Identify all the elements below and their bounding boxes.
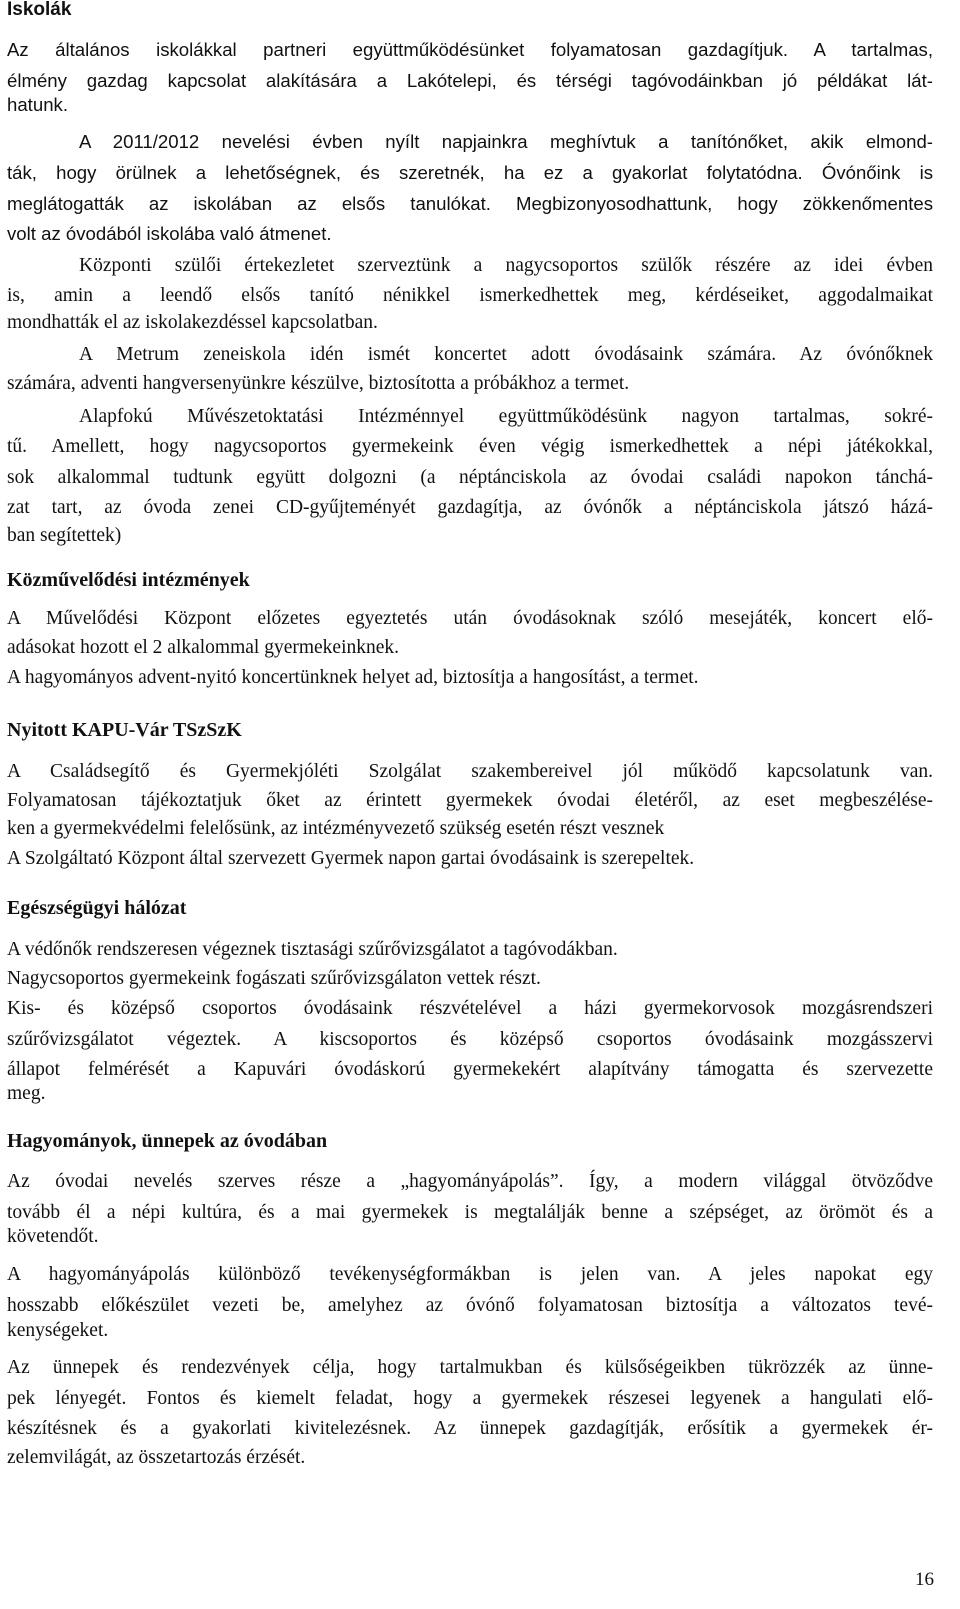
paragraph-line: állapot felmérését a Kapuvári óvodáskorú gyermekekért alapítvány támogatta és szervezette bbox=[7, 1059, 933, 1080]
paragraph-line: Alapfokú Művészetoktatási Intézménnyel együttműködésünk nagyon tartalmas, sokré- bbox=[79, 406, 933, 427]
page-number: 16 bbox=[915, 1569, 934, 1590]
paragraph-line: zelemvilágát, az összetartozás érzését. bbox=[7, 1447, 306, 1468]
heading-kapu: Nyitott KAPU-Vár TSzSzK bbox=[7, 719, 242, 741]
paragraph-line: Nagycsoportos gyermekeink fogászati szűrővizsgálaton vettek részt. bbox=[7, 968, 541, 989]
paragraph-line: Az általános iskolákkal partneri együttműködésünket folyamatosan gazdagítjuk. A tartalmas, bbox=[7, 39, 933, 60]
paragraph-line: élmény gazdag kapcsolat alakítására a Lakótelepi, és térségi tagóvodáinkban jó példákat lát- bbox=[7, 70, 933, 91]
paragraph-line: számára, adventi hangversenyünkre készülve, biztosította a próbákhoz a termet. bbox=[7, 373, 630, 394]
paragraph-line: követendőt. bbox=[7, 1226, 99, 1247]
heading-hagyomanyok: Hagyományok, ünnepek az óvodában bbox=[7, 1130, 328, 1152]
paragraph-line: adásokat hozott el 2 alkalommal gyermekeinknek. bbox=[7, 637, 400, 658]
paragraph-line: Kis- és középső csoportos óvodásaink részvételével a házi gyermekorvosok mozgásrendszeri bbox=[7, 998, 933, 1019]
paragraph-line: ták, hogy örülnek a lehetőségnek, és szeretnék, ha ez a gyakorlat folytatódna. Óvónőink is bbox=[7, 162, 933, 183]
paragraph-line: A 2011/2012 nevelési évben nyílt napjainkra meghívtuk a tanítónőket, akik elmond- bbox=[79, 131, 933, 152]
paragraph-line: tű. Amellett, hogy nagycsoportos gyermekeink éven végig ismerkedhettek a népi játékokkal, bbox=[7, 436, 933, 457]
paragraph-line: Központi szülői értekezletet szerveztünk a nagycsoportos szülők részére az idei évben bbox=[79, 255, 933, 276]
paragraph-line: ken a gyermekvédelmi felelősünk, az intézményvezető szükség esetén részt vesznek bbox=[7, 818, 665, 839]
paragraph-line: A hagyományápolás különböző tevékenységformákban is jelen van. A jeles napokat egy bbox=[7, 1264, 933, 1285]
heading-egeszseg: Egészségügyi hálózat bbox=[7, 897, 187, 919]
paragraph-line: A Családsegítő és Gyermekjóléti Szolgálat szakembereivel jól működő kapcsolatunk van. bbox=[7, 761, 933, 782]
paragraph-line: volt az óvodából iskolába való átmenet. bbox=[7, 223, 332, 244]
paragraph-line: A Művelődési Központ előzetes egyeztetés után óvodásoknak szóló mesejáték, koncert elő- bbox=[7, 608, 933, 629]
paragraph-line: A védőnők rendszeresen végeznek tisztasági szűrővizsgálatot a tagóvodákban. bbox=[7, 939, 618, 960]
paragraph-line: sok alkalommal tudtunk együtt dolgozni (a néptánciskola az óvodai családi napokon tánchá- bbox=[7, 467, 933, 488]
paragraph-line: készítésnek és a gyakorlati kivitelezésnek. Az ünnepek gazdagítják, erősítik a gyermekek ér- bbox=[7, 1418, 933, 1439]
paragraph-line: is, amin a leendő elsős tanító nénikkel ismerkedhettek meg, kérdéseiket, aggodalmaikat bbox=[7, 285, 933, 306]
paragraph-line: meglátogatták az iskolában az elsős tanulókat. Megbizonyosodhattunk, hogy zökkenőmentes bbox=[7, 193, 933, 214]
paragraph-line: hosszabb előkészület vezeti be, amelyhez az óvónő folyamatosan biztosítja a változatos tevé- bbox=[7, 1295, 933, 1316]
paragraph-line: A Szolgáltató Központ által szervezett Gyermek napon gartai óvodásaink is szerepeltek. bbox=[7, 848, 695, 869]
paragraph-line: Az óvodai nevelés szerves része a „hagyományápolás”. Így, a modern világgal ötvöződve bbox=[7, 1171, 933, 1192]
paragraph-line: A hagyományos advent-nyitó koncertünknek helyet ad, biztosítja a hangosítást, a termet. bbox=[7, 667, 699, 688]
heading-iskolak: Iskolák bbox=[7, 0, 72, 20]
paragraph-line: szűrővizsgálatot végeztek. A kiscsoportos és középső csoportos óvodásaink mozgásszervi bbox=[7, 1029, 933, 1050]
paragraph-line: hatunk. bbox=[7, 94, 68, 115]
paragraph-line: A Metrum zeneiskola idén ismét koncertet adott óvodásaink számára. Az óvónőknek bbox=[79, 344, 933, 365]
paragraph-line: Folyamatosan tájékoztatjuk őket az érintett gyermekek óvodai életéről, az eset megbeszélése- bbox=[7, 790, 933, 811]
heading-kozmuvelodesi: Közművelődési intézmények bbox=[7, 569, 250, 591]
paragraph-line: pek lényegét. Fontos és kiemelt feladat, hogy a gyermekek részesei legyenek a hangulati elő- bbox=[7, 1388, 933, 1409]
paragraph-line: kenységeket. bbox=[7, 1320, 109, 1341]
paragraph-line: meg. bbox=[7, 1083, 46, 1104]
paragraph-line: tovább él a népi kultúra, és a mai gyermekek is megtalálják benne a szépséget, az örömöt és a bbox=[7, 1202, 933, 1223]
paragraph-line: zat tart, az óvoda zenei CD-gyűjteményét gazdagítja, az óvónők a néptánciskola játszó házá- bbox=[7, 497, 933, 518]
paragraph-line: ban segítettek) bbox=[7, 525, 122, 546]
paragraph-line: Az ünnepek és rendezvények célja, hogy tartalmukban és külsőségeikben tükrözzék az ünne- bbox=[7, 1357, 933, 1378]
paragraph-line: mondhatták el az iskolakezdéssel kapcsolatban. bbox=[7, 312, 378, 333]
